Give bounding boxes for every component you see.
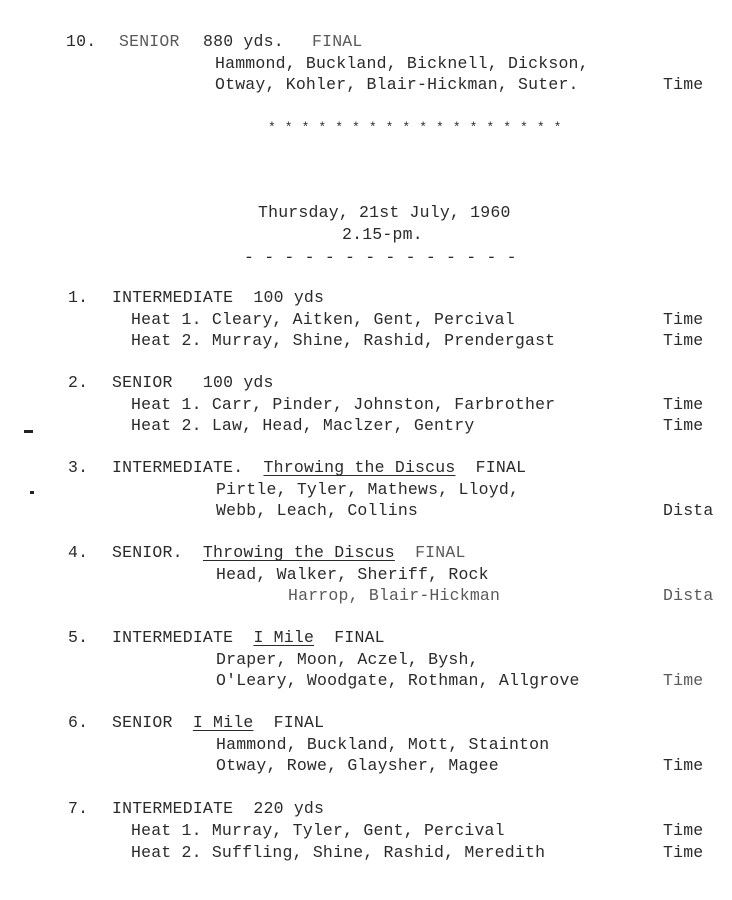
event-5-category: INTERMEDIATE	[112, 628, 254, 647]
event-5-event-title: I Mile	[253, 628, 315, 647]
event-3-result: Dista	[663, 501, 714, 520]
event-6-competitors-line2: Otway, Rowe, Glaysher, Magee	[216, 756, 499, 775]
event-1-heat-2: Heat 2. Murray, Shine, Rashid, Prendergast	[131, 331, 556, 350]
event-5-header	[112, 628, 385, 648]
event-4-number: 4.	[68, 543, 89, 562]
event-10-final: FINAL	[312, 32, 363, 51]
event-4-header	[112, 543, 466, 563]
session-date: Thursday, 21st July, 1960	[258, 203, 511, 222]
star-separator: * * * * * * * * * * * * * * * * * *	[268, 120, 563, 135]
event-7-heat-1-result: Time	[663, 821, 704, 840]
event-4-event-title: Throwing the Discus	[202, 543, 395, 562]
event-6-header	[112, 713, 324, 733]
event-3-number: 3.	[68, 458, 89, 477]
event-6-event-title: I Mile	[192, 713, 254, 732]
event-3-category: INTERMEDIATE.	[112, 458, 264, 477]
event-10-category: SENIOR	[119, 32, 180, 51]
event-5-number: 5.	[68, 628, 89, 647]
event-6-result: Time	[663, 756, 704, 775]
event-6-category: SENIOR	[112, 713, 193, 732]
margin-scan-mark	[24, 430, 33, 433]
event-6-final: FINAL	[253, 713, 325, 732]
event-2-number: 2.	[68, 373, 89, 392]
event-1-number: 1.	[68, 288, 89, 307]
event-4-result: Dista	[663, 586, 714, 605]
event-1-header: INTERMEDIATE 100 yds	[112, 288, 325, 307]
event-3-header	[112, 458, 526, 478]
event-10-competitors-line1: Hammond, Buckland, Bicknell, Dickson,	[215, 54, 589, 73]
event-1-heat-1-result: Time	[663, 310, 704, 329]
event-2-heat-2-result: Time	[663, 416, 704, 435]
event-2-header: SENIOR 100 yds	[112, 373, 274, 392]
event-5-result: Time	[663, 671, 704, 690]
event-10-result: Time	[663, 75, 704, 94]
event-5-final: FINAL	[314, 628, 385, 647]
event-2-heat-2: Heat 2. Law, Head, Maclzer, Gentry	[131, 416, 475, 435]
event-7-heat-1: Heat 1. Murray, Tyler, Gent, Percival	[131, 821, 505, 840]
event-5-competitors-line1: Draper, Moon, Aczel, Bysh,	[216, 650, 479, 669]
session-time: 2.15-pm.	[342, 225, 423, 244]
event-1-heat-2-result: Time	[663, 331, 704, 350]
event-5-competitors-line2: O'Leary, Woodgate, Rothman, Allgrove	[216, 671, 580, 690]
event-3-competitors-line1: Pirtle, Tyler, Mathews, Lloyd,	[216, 480, 520, 499]
event-4-competitors-line2: Harrop, Blair-Hickman	[288, 586, 501, 605]
event-10-competitors-line2: Otway, Kohler, Blair-Hickman, Suter.	[215, 75, 579, 94]
event-6-competitors-line1: Hammond, Buckland, Mott, Stainton	[216, 735, 550, 754]
event-2-heat-1: Heat 1. Carr, Pinder, Johnston, Farbrother	[131, 395, 556, 414]
event-3-final: FINAL	[455, 458, 527, 477]
event-10-number: 10.	[66, 32, 97, 51]
event-7-header: INTERMEDIATE 220 yds	[112, 799, 325, 818]
event-3-competitors-line2: Webb, Leach, Collins	[216, 501, 419, 520]
event-4-category: SENIOR.	[112, 543, 203, 562]
event-7-heat-2-result: Time	[663, 843, 704, 862]
event-4-final: FINAL	[394, 543, 466, 562]
margin-scan-mark	[30, 491, 34, 494]
event-7-heat-2: Heat 2. Suffling, Shine, Rashid, Meredith	[131, 843, 546, 862]
event-10-distance: 880 yds.	[203, 32, 284, 51]
event-6-number: 6.	[68, 713, 89, 732]
event-3-event-title: Throwing the Discus	[263, 458, 456, 477]
event-2-heat-1-result: Time	[663, 395, 704, 414]
event-1-heat-1: Heat 1. Cleary, Aitken, Gent, Percival	[131, 310, 515, 329]
event-4-competitors-line1: Head, Walker, Sheriff, Rock	[216, 565, 489, 584]
event-7-number: 7.	[68, 799, 89, 818]
session-dash-rule: - - - - - - - - - - - - - -	[244, 248, 517, 267]
